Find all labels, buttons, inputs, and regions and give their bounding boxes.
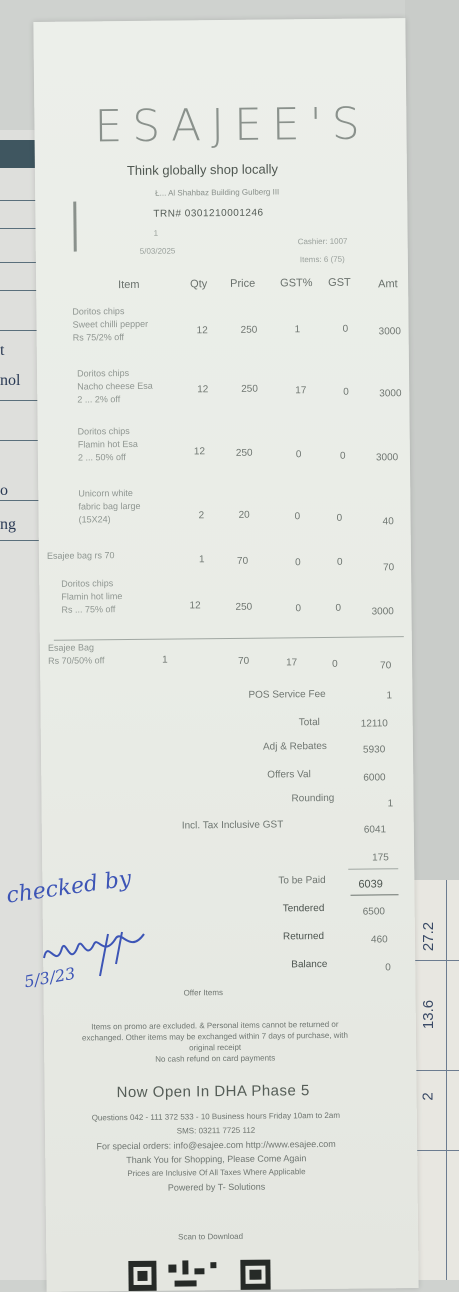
item-name	[77, 367, 153, 407]
item-qty: 12	[193, 446, 206, 458]
item-amount: 3000	[375, 452, 399, 464]
summary-label: Balance	[291, 958, 328, 971]
item-qty: 12	[196, 325, 208, 337]
receipt-date: 5/03/2025	[139, 246, 176, 256]
footer-line: Questions 042 - 111 372 533 - 10 Business hours Friday 10am to 2am	[91, 1110, 341, 1123]
qr-code	[128, 1251, 278, 1291]
summary-label: Offers Val	[267, 769, 311, 781]
item-price: 70	[236, 555, 249, 567]
item-gst-pct: 17	[286, 657, 298, 669]
table-value: 13.6	[420, 999, 438, 1030]
table-rule	[412, 1150, 459, 1151]
item-name-line: Nacho cheese Esa	[77, 380, 153, 392]
table-value: 27.2	[420, 921, 438, 952]
item-gst: 0	[336, 556, 343, 568]
summary-label: Tendered	[282, 902, 325, 915]
summary-value: 0	[385, 962, 391, 974]
amount-to-pay: 6039	[358, 878, 383, 891]
col-qty: Qty	[190, 278, 208, 291]
item-name	[72, 305, 148, 345]
item-gst-pct: 0	[294, 511, 301, 523]
item-amount: 70	[380, 660, 392, 672]
table-rule	[446, 880, 447, 1280]
summary-label: Total	[298, 717, 320, 729]
col-amt: Amt	[378, 278, 398, 291]
order-line: 1	[153, 228, 159, 238]
summary-value: 6000	[363, 772, 386, 784]
col-gst: GST	[328, 276, 351, 289]
item-name-line: Rs 70/50% off	[47, 655, 105, 666]
item-price: 250	[235, 447, 253, 459]
item-amount: 3000	[378, 326, 401, 338]
item-name-line: Esajee Bag	[47, 642, 95, 653]
item-gst: 0	[342, 323, 349, 335]
summary-value: 175	[372, 852, 389, 864]
scan-label: Scan to Download	[178, 1231, 244, 1242]
item-name-line: 2 ... 50% off	[77, 452, 126, 463]
col-price: Price	[230, 277, 256, 290]
summary-value: 6500	[362, 906, 386, 918]
store-tagline: Think globally shop locally	[126, 161, 279, 179]
summary-label: Adj & Rebates	[262, 740, 327, 753]
item-qty: 12	[197, 384, 209, 396]
divider	[351, 894, 399, 896]
summary-value: 460	[370, 934, 388, 946]
handwritten-signature	[12, 918, 162, 978]
item-name-line: Unicorn white	[78, 487, 133, 499]
item-name	[48, 641, 105, 668]
footer-line: For special orders: info@esajee.com http://www.esajee.com	[96, 1138, 336, 1152]
footer-line: Powered by T- Solutions	[167, 1181, 266, 1193]
item-amount: 3000	[371, 606, 394, 618]
summary-value: 1	[386, 690, 393, 702]
item-name-line: Rs 75/2% off	[72, 332, 125, 343]
receipt	[33, 18, 418, 1292]
summary-value: 12110	[360, 718, 388, 730]
item-gst: 0	[343, 386, 349, 398]
item-gst-pct: 0	[295, 449, 302, 461]
item-name-line: Sweet chilli pepper	[72, 318, 149, 330]
background-text-fragment: t	[0, 342, 5, 359]
promo-banner: Now Open In DHA Phase 5	[116, 1082, 310, 1102]
policy-line: Items on promo are excluded. & Personal items cannot be returned or	[91, 1019, 339, 1032]
footer-line: Thank You for Shopping, Please Come Again	[126, 1153, 307, 1166]
item-gst-pct: 1	[294, 324, 301, 336]
item-name	[78, 425, 138, 465]
col-gst-pct: GST%	[280, 277, 313, 290]
background-text-fragment: ng	[0, 516, 16, 533]
offer-items-label: Offer Items	[183, 988, 224, 998]
summary-label: Returned	[282, 930, 325, 943]
item-gst-pct: 17	[295, 385, 307, 397]
summary-label: Incl. Tax Inclusive GST	[181, 819, 284, 832]
item-name	[78, 487, 140, 527]
item-gst-pct: 0	[294, 557, 301, 569]
table-rule	[412, 1070, 459, 1071]
return-policy	[30, 1018, 400, 1066]
item-name-line: fabric bag large	[78, 500, 141, 512]
handwritten-checked-by: checked by	[4, 866, 133, 909]
footer-line: SMS: 03211 7725 112	[176, 1125, 256, 1136]
item-name-line: 2 ... 2% off	[77, 394, 121, 405]
item-amount: 40	[382, 516, 394, 528]
policy-line: original receipt	[189, 1042, 242, 1053]
item-name-line: Doritos chips	[61, 578, 114, 589]
item-qty: 12	[189, 600, 201, 612]
col-item: Item	[118, 278, 140, 292]
item-price: 250	[240, 324, 258, 336]
item-amount: 70	[383, 562, 395, 574]
summary-value: 6041	[363, 824, 387, 836]
item-name	[47, 549, 115, 563]
item-price: 250	[235, 601, 253, 613]
item-gst: 0	[336, 512, 343, 524]
item-qty: 2	[198, 510, 205, 522]
divider	[54, 636, 404, 641]
item-gst: 0	[339, 450, 346, 462]
table-value: 2	[419, 1092, 437, 1101]
store-logo: ESAJEE'S	[94, 98, 370, 153]
item-name-line: Flamin hot lime	[61, 591, 123, 602]
item-name-line: Doritos chips	[77, 425, 130, 437]
item-gst-pct: 0	[295, 603, 302, 615]
trn-number: TRN# 0301210001246	[153, 207, 264, 220]
item-name-line: Esajee bag rs 70	[46, 550, 115, 561]
background-text-fragment: o	[0, 482, 8, 499]
item-qty: 1	[198, 554, 205, 566]
footer-line: Prices are Inclusive Of All Taxes Where Applicable	[127, 1167, 306, 1179]
item-name-line: Doritos chips	[72, 306, 125, 317]
item-gst: 0	[332, 658, 338, 670]
item-name-line: Doritos chips	[76, 367, 130, 379]
store-footer	[31, 1108, 402, 1196]
summary-value: 5930	[362, 744, 386, 756]
background-text-fragment: nol	[0, 372, 21, 389]
item-price: 70	[238, 655, 250, 667]
summary-label: Rounding	[291, 792, 335, 805]
item-price: 250	[241, 383, 258, 395]
summary-label: POS Service Fee	[248, 688, 326, 701]
table-rule	[412, 960, 459, 961]
summary-label: To be Paid	[278, 874, 326, 887]
item-amount: 3000	[379, 388, 402, 400]
cashier: Cashier: 1007	[297, 236, 348, 247]
store-address: Ł... Al Shahbaz Building Gulberg III	[155, 187, 280, 198]
item-qty: 1	[161, 654, 168, 666]
policy-line: No cash refund on card payments	[155, 1053, 276, 1064]
summary-value: 1	[387, 798, 394, 810]
item-name	[61, 577, 122, 617]
item-name-line: Flamin hot Esa	[77, 438, 138, 450]
item-price: 20	[238, 509, 250, 521]
item-gst: 0	[335, 602, 342, 614]
item-name-line: Rs ... 75% off	[61, 604, 116, 615]
item-name-line: (15X24)	[78, 514, 111, 525]
items-count: Items: 6 (75)	[299, 254, 345, 265]
handwritten-date: 5/3/23	[22, 963, 77, 992]
logo-bar	[73, 202, 77, 252]
policy-line: exchanged. Other items may be exchanged within 7 days of purchase, with	[81, 1030, 349, 1043]
divider	[348, 868, 398, 870]
